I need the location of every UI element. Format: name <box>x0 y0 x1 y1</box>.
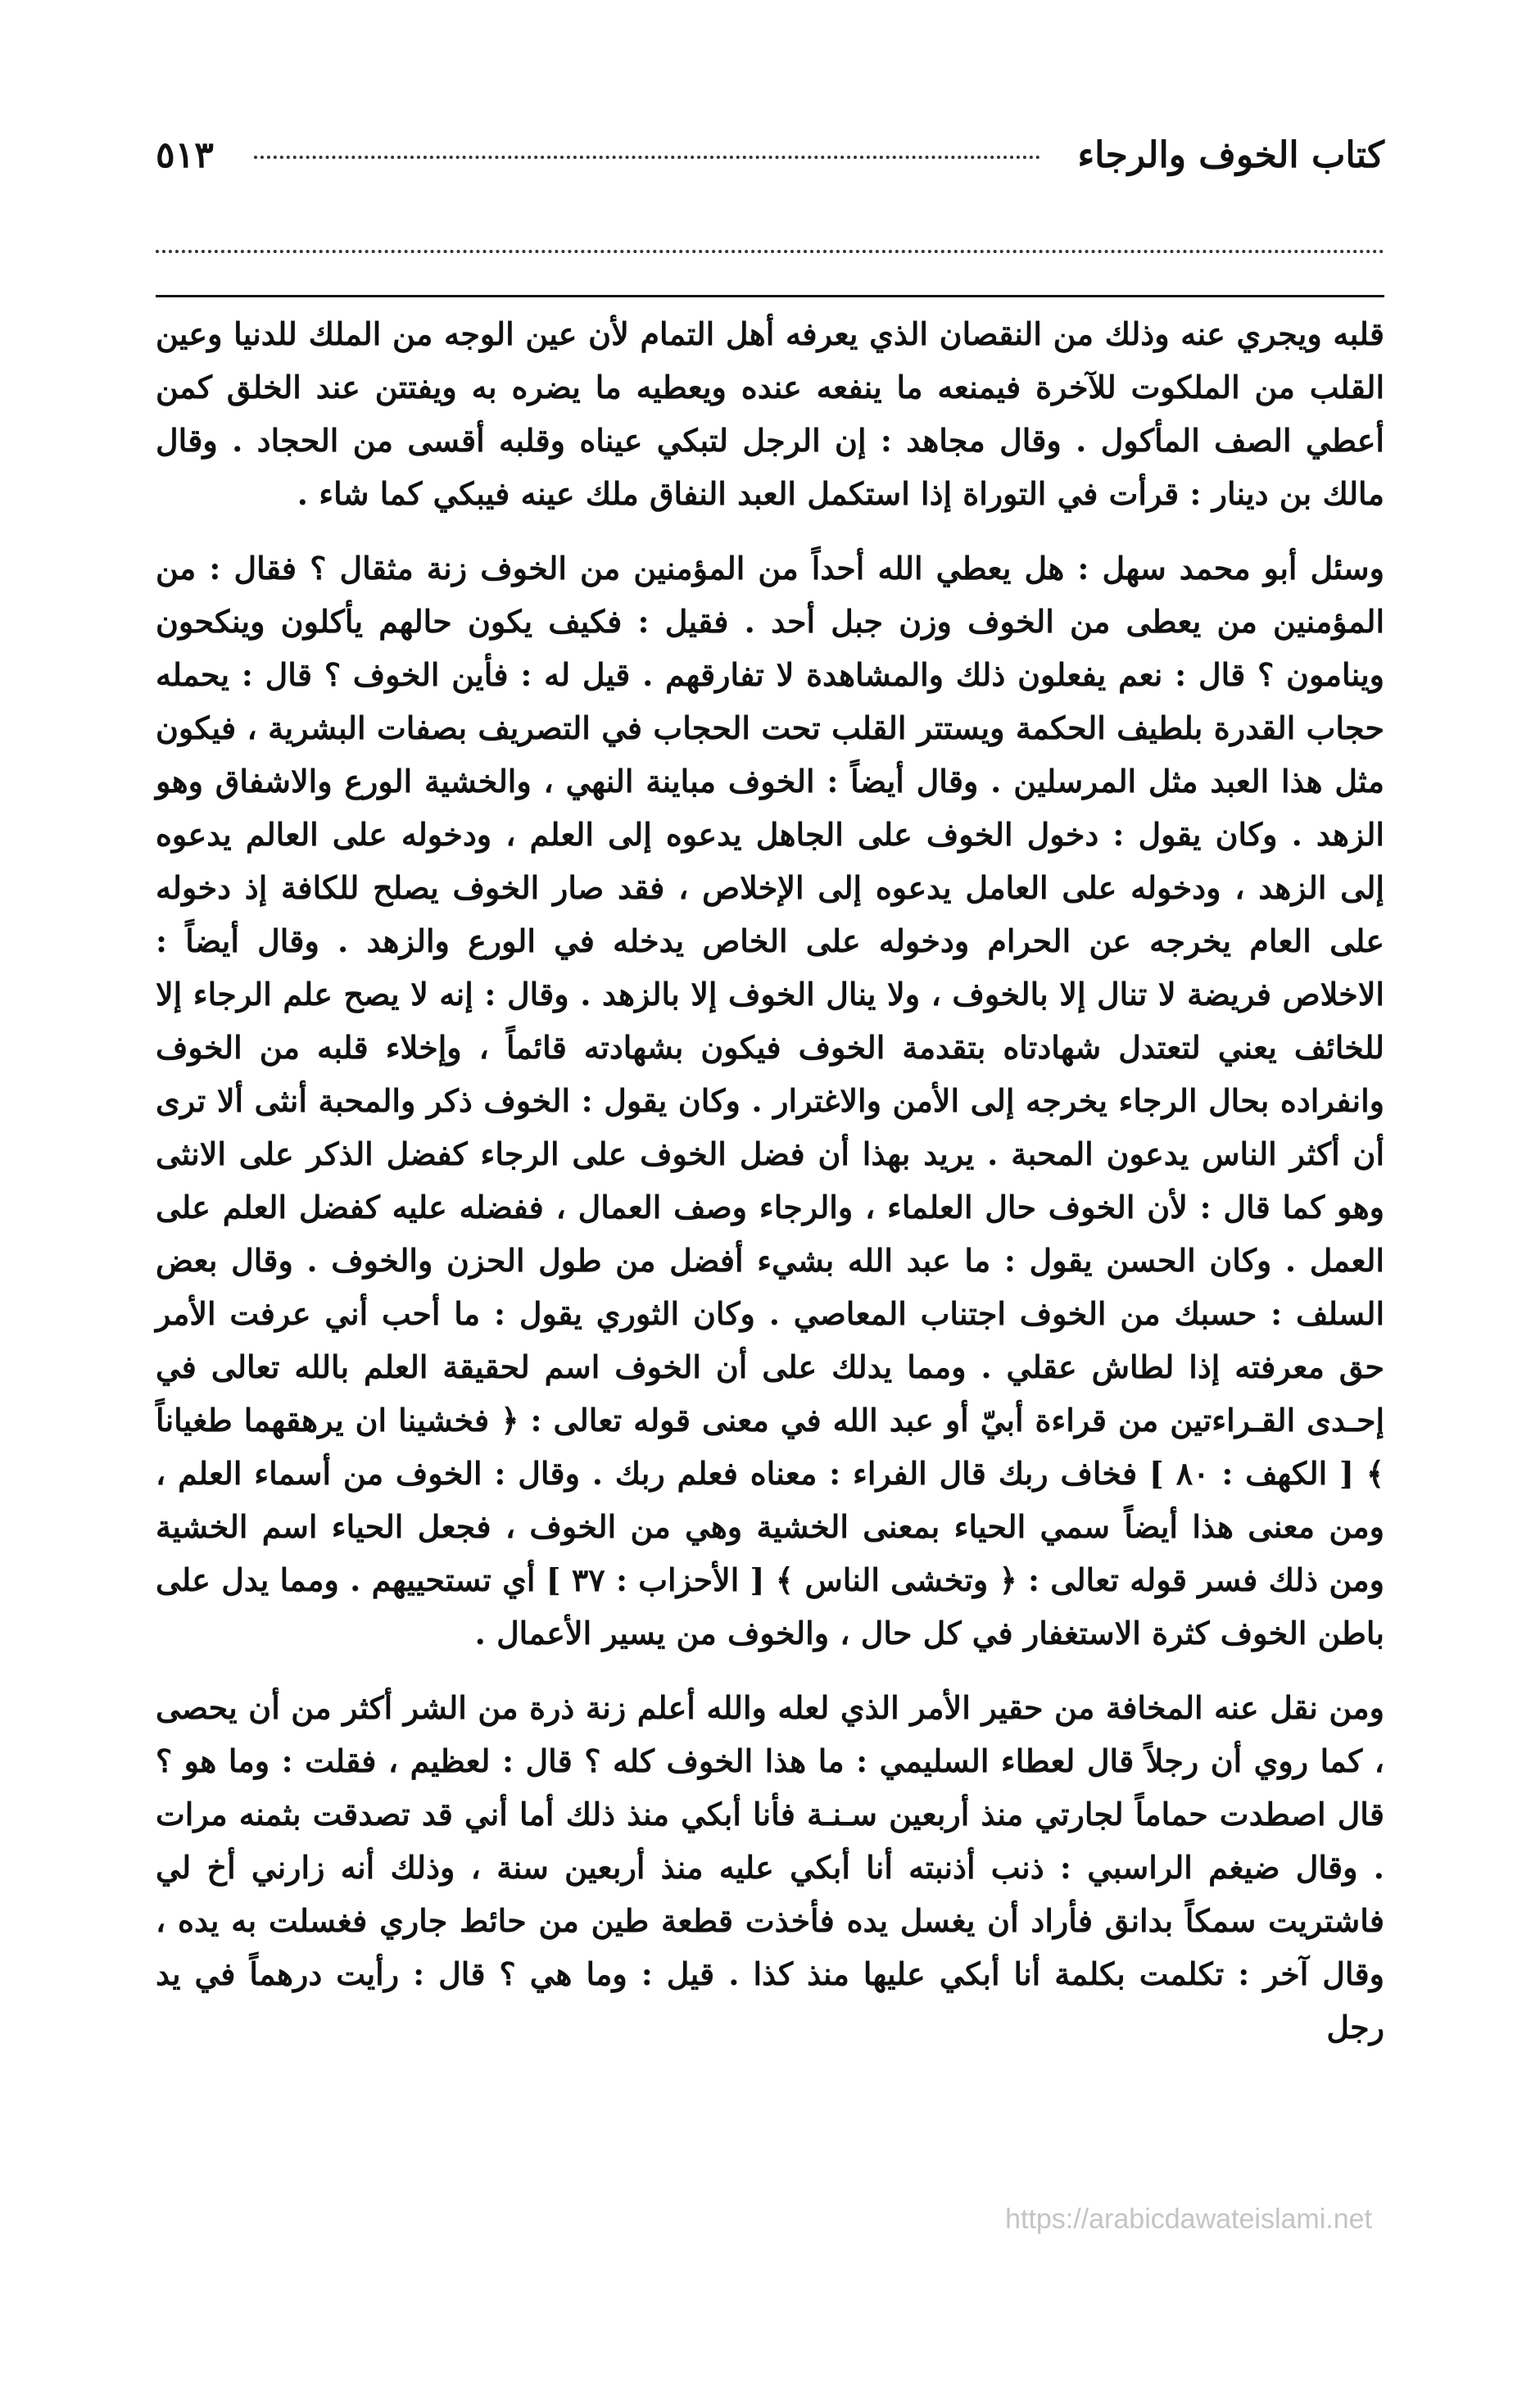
header-rule <box>156 295 1384 297</box>
dotted-separator <box>156 250 1384 253</box>
page-number: ٥١٣ <box>156 134 214 176</box>
paragraph-3: ومن نقل عنه المخافة من حقير الأمر الذي لعله والله أعلم زنة ذرة من الشر أكثر من أن يحصى ، كما روي أن رجلاً قال لعطاء السليمي : ما هذا الخوف كله ؟ قال : لعظيم ، فقلت : وما هو ؟ قال اصطدت حماماً لجارتي منذ أربعين سـنـة فأنا أبكي منذ ذلك أما أني قد تصدقت بثمنه مرات . وقال ضيغم الراسبي : ذنب أذنبته أنا أبكي عليه منذ أربعين سنة ، وذلك أنه زارني أخ لي فاشتريت سمكاً بدانق فأراد أن يغسل يده فأخذت قطعة طين من حائط جاري فغسلت به يده ، وقال آخر : تكلمت بكلمة أنا أبكي عليها منذ كذا . قيل : وما هي ؟ قال : رأيت درهماً في يد رجل <box>156 1689 1384 2045</box>
page-header <box>156 131 1384 188</box>
page-body <box>156 307 1384 2075</box>
header-dotted-leader <box>254 156 1040 159</box>
source-watermark: https://arabicdawateislami.net <box>1005 2204 1372 2235</box>
paragraph-2: وسئل أبو محمد سهل : هل يعطي الله أحداً من المؤمنين من الخوف زنة مثقال ؟ فقال : من المؤمنين من يعطى من الخوف وزن جبل أحد . فقيل : فكيف يكون حالهم يأكلون وينكحون وينامون ؟ قال : نعم يفعلون ذلك والمشاهدة لا تفارقهم . قيل له : فأين الخوف ؟ قال : يحمله حجاب القدرة بلطيف الحكمة ويستتر القلب تحت الحجاب في التصريف بصفات البشرية ، فيكون مثل هذا العبد مثل المرسلين . وقال أيضاً : الخوف مباينة النهي ، والخشية الورع والاشفاق وهو الزهد . وكان يقول : دخول الخوف على الجاهل يدعوه إلى العلم ، ودخوله على العالم يدعوه إلى الزهد ، ودخوله على العامل يدعوه إلى الإخلاص ، فقد صار الخوف يصلح للكافة إذ دخوله على العام يخرجه عن الحرام ودخوله على الخاص يدخله في الورع والزهد . وقال أيضاً : الاخلاص فريضة لا تنال إلا بالخوف ، ولا ينال الخوف إلا بالزهد . وقال : إنه لا يصح علم الرجاء إلا للخائف يعني لتعتدل شهادتاه بتقدمة الخوف فيكون بشهادته قائماً ، وإخلاء قلبه من الخوف وانفراده بحال الرجاء يخرجه إلى الأمن والاغترار . وكان يقول : الخوف ذكر والمحبة أنثى ألا ترى أن أكثر الناس يدعون المحبة . يريد بهذا أن فضل الخوف على الرجاء كفضل الذكر على الانثى وهو كما قال : لأن الخوف حال العلماء ، والرجاء وصف العمال ، ففضله عليه كفضل العلم على العمل . وكان الحسن يقول : ما عبد الله بشيء أفضل من طول الحزن والخوف . وقال بعض السلف : حسبك من الخوف اجتناب المعاصي . وكان الثوري يقول : ما أحب أني عرفت الأمر حق معرفته إذا لطاش عقلي . ومما يدلك على أن الخوف اسم لحقيقة العلم بالله تعالى في إحـدى القـراءتين من قراءة أبيّ أو عبد الله في معنى قوله تعالى : ﴿ فخشينا ان يرهقهما طغياناً ﴾ [ الكهف : ٨٠ ] فخاف ربك قال الفراء : معناه فعلم ربك . وقال : الخوف من أسماء العلم ، ومن معنى هذا أيضاً سمي الحياء بمعنى الخشية وهي من الخوف ، فجعل الحياء اسم الخشية ومن ذلك فسر قوله تعالى : ﴿ وتخشى الناس ﴾ [ الأحزاب : ٣٧ ] أي تستحييهم . ومما يدل على باطن الخوف كثرة الاستغفار في كل حال ، والخوف من يسير الأعمال . <box>156 550 1385 1651</box>
running-title: كتاب الخوف والرجاء <box>1077 134 1384 176</box>
paragraph-1: قلبه ويجري عنه وذلك من النقصان الذي يعرفه أهل التمام لأن عين الوجه من الملك للدنيا وعين القلب من الملكوت للآخرة فيمنعه ما ينفعه عنده ويعطيه ما يضره به ويفتتن عند الخلق كمن أعطي الصف المأكول . وقال مجاهد : إن الرجل لتبكي عيناه وقلبه أقسى من الحجاد . وقال مالك بن دينار : قرأت في التوراة إذا استكمل العبد النفاق ملك عينه فيبكي كما شاء . <box>156 315 1384 512</box>
